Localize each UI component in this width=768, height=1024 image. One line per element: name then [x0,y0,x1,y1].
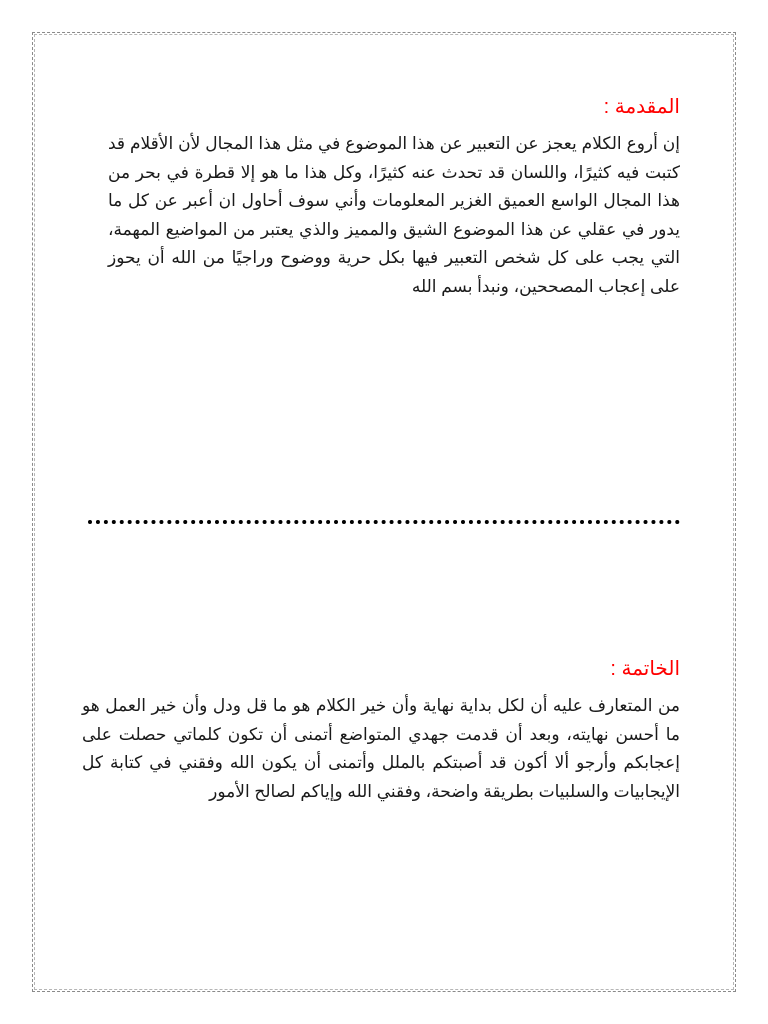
introduction-section [108,92,680,301]
conclusion-heading: الخاتمة : [610,658,680,680]
dotted-separator [88,520,680,524]
introduction-heading: المقدمة : [603,96,680,118]
introduction-text: إن أروع الكلام يعجز عن التعبير عن هذا الموضوع في مثل هذا المجال لأن الأقلام قد كتبت فيه كثيرًا، واللسان قد تحدث عنه كثيرًا، وكل هذا ما هو إلا قطرة في بحر من هذا المجال الواسع العميق الغزير المعلومات وأني سوف أحاول ان أعبر عن كل ما يدور في عقلي عن هذا الموضوع الشيق والمميز والذي يعتبر من المواضيع المهمة، التي يجب على كل شخص التعبير فيها بكل حرية ووضوح وراجيًا من الله أن يحوز على إعجاب المصححين، ونبدأ بسم الله [108,134,680,296]
conclusion-section [82,654,680,806]
conclusion-text: من المتعارف عليه أن لكل بداية نهاية وأن خير الكلام هو ما قل ودل وأن خير العمل هو ما أحسن نهايته، وبعد أن قدمت جهدي المتواضع أتمنى أن تكون كلماتي حصلت على إعجابكم وأرجو ألا أكون قد أصبتكم بالملل وأتمنى أن يكون الله وفقني في كتابة كل الإيجابيات والسلبيات بطريقة واضحة، وفقني الله وإياكم لصالح الأمور [82,696,680,801]
